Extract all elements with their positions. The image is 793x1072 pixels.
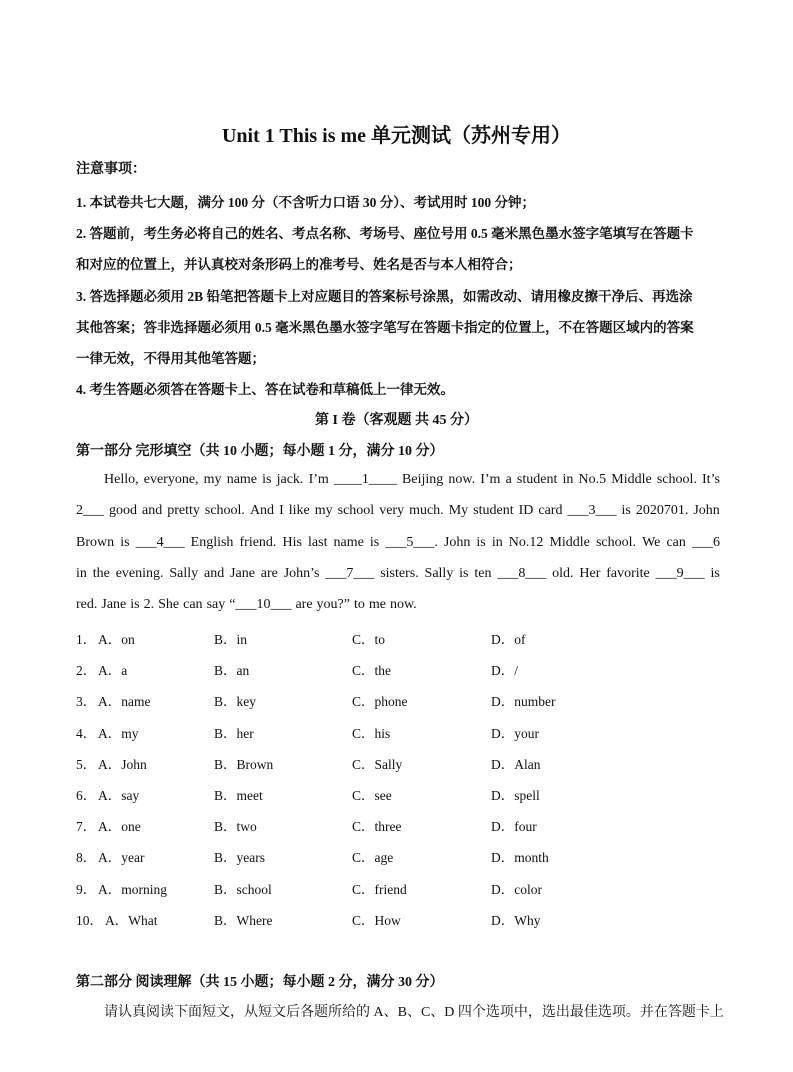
passage-word: No.12 (508, 535, 544, 550)
option-c: C．see (352, 788, 392, 803)
option-a: A．on (98, 632, 135, 647)
question-number: 5． (76, 756, 97, 772)
passage-word: everyone, (143, 472, 199, 487)
passage-word: student (473, 503, 514, 518)
passage-word: school (337, 503, 375, 518)
passage-word: Sally (424, 566, 454, 581)
passage-word: It’s (702, 472, 720, 487)
passage-line-5 (76, 597, 720, 613)
passage-word: I’m (480, 472, 501, 487)
question-number: 3． (76, 694, 97, 710)
passage-word: No.5 (578, 472, 607, 487)
passage-line-2 (76, 503, 720, 519)
passage-word: say (206, 597, 226, 612)
option-a: A．say (98, 788, 140, 803)
passage-word: me (368, 597, 386, 612)
option-b: B．school (214, 881, 272, 897)
passage-word: can (666, 535, 686, 550)
option-c: C．his (352, 725, 391, 741)
passage-word: and (142, 503, 163, 518)
question-number: 6． (76, 788, 97, 803)
passage-word: the (92, 566, 110, 581)
option-b: B．years (214, 850, 265, 866)
option-c: C．to (352, 632, 386, 647)
passage-line-3 (76, 535, 720, 551)
passage-word: 2. (143, 597, 155, 612)
passage-word: friend. (239, 535, 277, 550)
option-a: A．John (98, 756, 147, 772)
passage-word: in (76, 566, 87, 581)
passage-word: now. (389, 597, 417, 612)
passage-word: school. (656, 472, 697, 487)
passage-word: is (621, 503, 631, 518)
option-b: B．meet (214, 788, 263, 803)
passage-word: favorite (606, 566, 650, 581)
cloze-blank: ___6 (691, 535, 720, 550)
passage-word: is (459, 566, 469, 581)
option-d: D．spell (491, 788, 540, 803)
option-a: A．year (98, 850, 145, 866)
passage-word: John’s (283, 566, 320, 581)
question-number: 4． (76, 725, 97, 741)
question-number: 7． (76, 819, 97, 835)
option-a: A．one (98, 819, 141, 835)
passage-word: good (109, 503, 137, 518)
option-a: A．What (105, 912, 158, 928)
option-b: B．two (214, 819, 257, 835)
passage-word: Sally (169, 566, 199, 581)
passage-word: Her (579, 566, 601, 581)
cloze-blank: ___3___ (567, 503, 617, 518)
note-line: 其他答案；答非选择题必须用 0.5 毫米黑色墨水签字笔写在答题卡指定的位置上，不在答题区域内的答案 (76, 320, 694, 335)
page-title: Unit 1 This is me 单元测试（苏州专用） (221, 125, 572, 147)
option-c: C．the (352, 663, 391, 679)
passage-word: last (308, 535, 328, 550)
option-c: C．three (352, 819, 402, 835)
question-number: 10． (76, 912, 103, 928)
option-d: D．number (491, 694, 556, 710)
passage-word: Jane (101, 597, 127, 612)
passage-word: school. (595, 535, 637, 550)
passage-word: name (333, 535, 364, 550)
passage-line-4 (76, 566, 720, 582)
option-c: C．Sally (352, 756, 403, 772)
passage-word: a (505, 472, 512, 487)
option-c: C．How (352, 912, 401, 928)
passage-word: is (262, 472, 272, 487)
question-number: 8． (76, 850, 97, 866)
part2-heading: 第二部分 阅读理解（共 15 小题；每小题 2 分，满分 30 分） (76, 975, 444, 990)
passage-word: very (379, 503, 405, 518)
passage-word: is (120, 535, 130, 550)
passage-word: His (282, 535, 302, 550)
passage-word: Brown (76, 535, 115, 550)
passage-word: ID (518, 503, 534, 518)
volume-heading: 第 I 卷（客观题 共 45 分） (315, 413, 478, 428)
note-line: 1. 本试卷共七大题，满分 100 分（不含听力口语 30 分）、考试用时 100 分钟； (76, 195, 535, 210)
option-d: D．Alan (491, 756, 541, 772)
option-b: B．her (214, 725, 254, 741)
passage-word: in (562, 472, 574, 487)
passage-word: like (288, 503, 310, 518)
passage-word: Hello, (104, 472, 139, 487)
question-number: 1． (76, 632, 97, 647)
option-d: D．of (491, 632, 526, 647)
passage-word: in (491, 535, 503, 550)
cloze-blank: ___4___ (135, 535, 185, 550)
option-b: B．in (214, 632, 248, 647)
passage-word: card (538, 503, 563, 518)
note-line: 一律无效，不得用其他笔答题； (76, 351, 265, 366)
note-line: 3. 答选择题必须用 2B 铅笔把答题卡上对应题目的答案标号涂黑，如需改动、请用橡皮擦干净后、再选涂 (76, 289, 693, 304)
option-a: A．morning (98, 881, 167, 897)
passage-word: old. (552, 566, 574, 581)
option-c: C．friend (352, 881, 407, 897)
passage-word: 2020701. (635, 503, 689, 518)
passage-word: I (279, 503, 284, 518)
cloze-blank: ___9___ (655, 566, 705, 581)
passage-word: John (693, 503, 720, 518)
option-d: D．month (491, 850, 549, 866)
option-d: D．/ (491, 663, 518, 679)
passage-word: ten (474, 566, 492, 581)
passage-word: Beijing (402, 472, 444, 487)
option-c: C．age (352, 850, 394, 866)
note-line: 4. 考生答题必须答在答题卡上、答在试卷和草稿低上一律无效。 (76, 382, 454, 397)
passage-word: name (226, 472, 258, 487)
passage-line-1 (104, 472, 720, 488)
part1-heading: 第一部分 完形填空（共 10 小题；每小题 1 分，满分 10 分） (76, 444, 444, 459)
passage-word: my (203, 472, 222, 487)
cloze-blank: ___5___. (385, 535, 438, 550)
passage-word: is (369, 535, 380, 550)
passage-word: to (353, 597, 365, 612)
option-d: D．your (491, 725, 539, 741)
question-number: 9． (76, 881, 97, 897)
cloze-blank: ____1____ (333, 472, 397, 487)
option-a: A．a (98, 663, 128, 679)
passage-word: I’m (308, 472, 329, 487)
passage-word: evening. (115, 566, 164, 581)
passage-word: Jane (230, 566, 255, 581)
passage-word: And (249, 503, 275, 518)
passage-word: We (642, 535, 661, 550)
passage-word: my (314, 503, 333, 518)
passage-word: student (516, 472, 558, 487)
passage-word: you?” (316, 597, 350, 612)
passage-word: jack. (276, 472, 304, 487)
part2-intro: 请认真阅读下面短文，从短文后各题所给的 A、B、C、D 四个选项中，选出最佳选项。并在答题卡上 (104, 1005, 724, 1020)
cloze-blank: ___8___ (497, 566, 547, 581)
passage-word: She (158, 597, 180, 612)
passage-word: is (130, 597, 140, 612)
passage-word: is (710, 566, 720, 581)
passage-word: red. (76, 597, 98, 612)
passage-word: are (295, 597, 313, 612)
option-b: B．an (214, 663, 250, 679)
option-d: D．Why (491, 912, 541, 928)
passage-word: school. (204, 503, 245, 518)
passage-word: Middle (611, 472, 652, 487)
option-b: B．Where (214, 912, 273, 928)
passage-word: can (183, 597, 203, 612)
option-a: A．name (98, 694, 151, 710)
passage-word: sisters. (380, 566, 419, 581)
cloze-blank: ___7___ (325, 566, 375, 581)
option-d: D．color (491, 881, 542, 897)
option-b: B．key (214, 694, 256, 710)
passage-word: are (260, 566, 278, 581)
passage-word: now. (448, 472, 476, 487)
passage-word: John (443, 535, 471, 550)
option-c: C．phone (352, 694, 408, 710)
cloze-blank: “___10___ (229, 597, 292, 612)
cloze-blank: 2___ (76, 503, 104, 518)
passage-word: Middle (549, 535, 590, 550)
option-b: B．Brown (214, 756, 274, 772)
question-number: 2． (76, 663, 97, 679)
option-a: A．my (98, 725, 139, 741)
passage-word: English (190, 535, 234, 550)
passage-word: pretty (167, 503, 200, 518)
note-line: 2. 答题前，考生务必将自己的姓名、考点名称、考场号、座位号用 0.5 毫米黑色墨水签字笔填写在答题卡 (76, 226, 694, 241)
note-line: 和对应的位置上，并认真校对条形码上的准考号、姓名是否与本人相符合； (76, 257, 522, 272)
passage-word: and (203, 566, 225, 581)
passage-word: much. (409, 503, 444, 518)
option-d: D．four (491, 819, 537, 835)
notes-heading: 注意事项： (76, 162, 146, 177)
passage-word: is (476, 535, 486, 550)
passage-word: My (448, 503, 469, 518)
